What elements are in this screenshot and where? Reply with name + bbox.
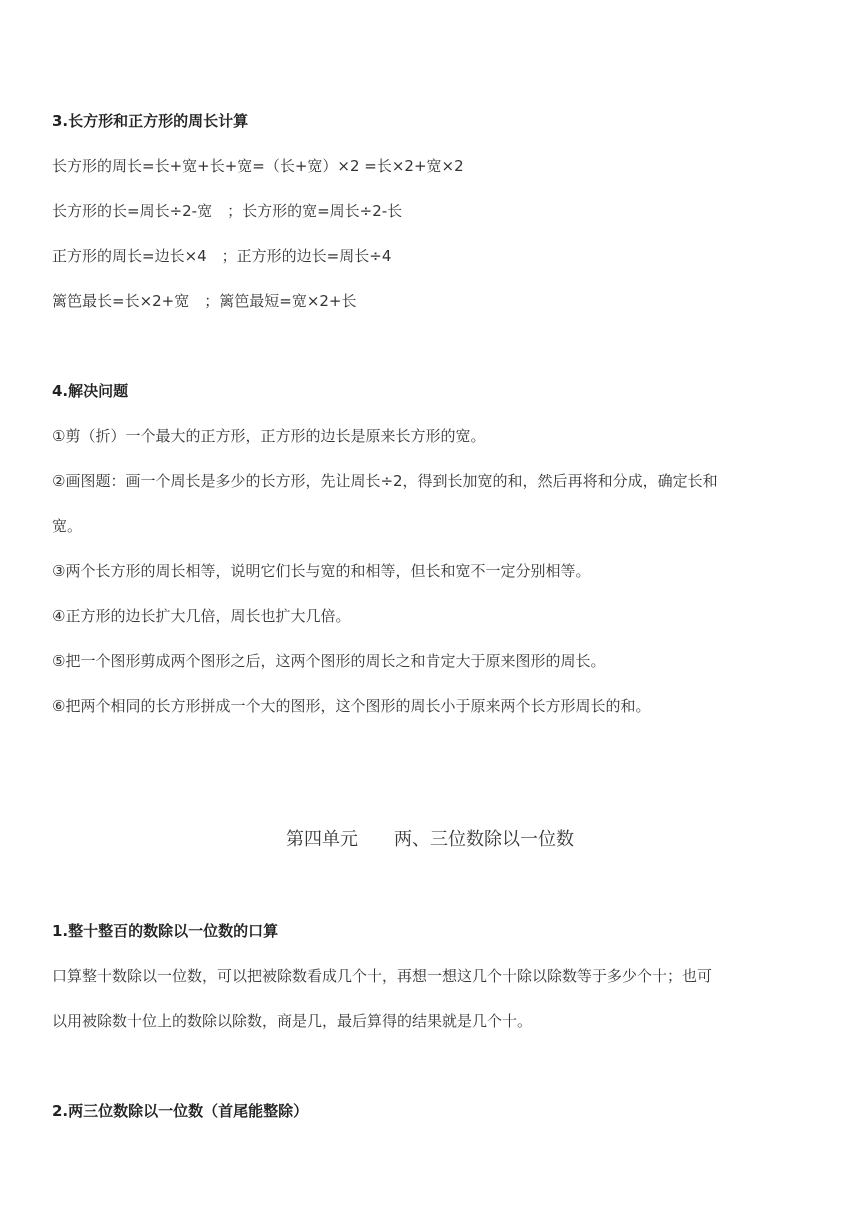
problem-item-1: ①剪（折）一个最大的正方形，正方形的边长是原来长方形的宽。 (52, 427, 486, 445)
problem-item-2: ②画图题：画一个周长是多少的长方形，先让周长÷2，得到长加宽的和，然后再将和分成，确定长和 (52, 472, 718, 490)
section-heading-two-three-digit-division: 2.两三位数除以一位数（首尾能整除） (52, 1102, 309, 1120)
section-heading-mental-division: 1.整十整百的数除以一位数的口算 (52, 922, 279, 940)
mental-division-text-1: 口算整十数除以一位数，可以把被除数看成几个十，再想一想这几个十除以除数等于多少个十；也可 (52, 967, 713, 985)
problem-item-6: ⑥把两个相同的长方形拼成一个大的图形，这个图形的周长小于原来两个长方形周长的和。 (52, 697, 651, 715)
problem-item-5: ⑤把一个图形剪成两个图形之后，这两个图形的周长之和肯定大于原来图形的周长。 (52, 652, 606, 670)
formula-fence: 篱笆最长=长×2+宽 ；篱笆最短=宽×2+长 (52, 292, 357, 310)
problem-item-3: ③两个长方形的周长相等，说明它们长与宽的和相等，但长和宽不一定分别相等。 (52, 562, 591, 580)
problem-item-2-continued: 宽。 (52, 517, 83, 535)
mental-division-text-2: 以用被除数十位上的数除以除数，商是几，最后算得的结果就是几个十。 (52, 1012, 533, 1030)
section-heading-perimeter: 3.长方形和正方形的周长计算 (52, 112, 249, 130)
problem-item-4: ④正方形的边长扩大几倍，周长也扩大几倍。 (52, 607, 351, 625)
formula-square-perimeter: 正方形的周长=边长×4 ；正方形的边长=周长÷4 (52, 247, 392, 265)
unit-title: 第四单元 两、三位数除以一位数 (286, 829, 574, 850)
formula-rectangle-length-width: 长方形的长=周长÷2-宽 ；长方形的宽=周长÷2-长 (52, 202, 403, 220)
formula-rectangle-perimeter: 长方形的周长=长+宽+长+宽=（长+宽）×2 =长×2+宽×2 (52, 157, 464, 175)
section-heading-problem-solving: 4.解决问题 (52, 382, 129, 400)
